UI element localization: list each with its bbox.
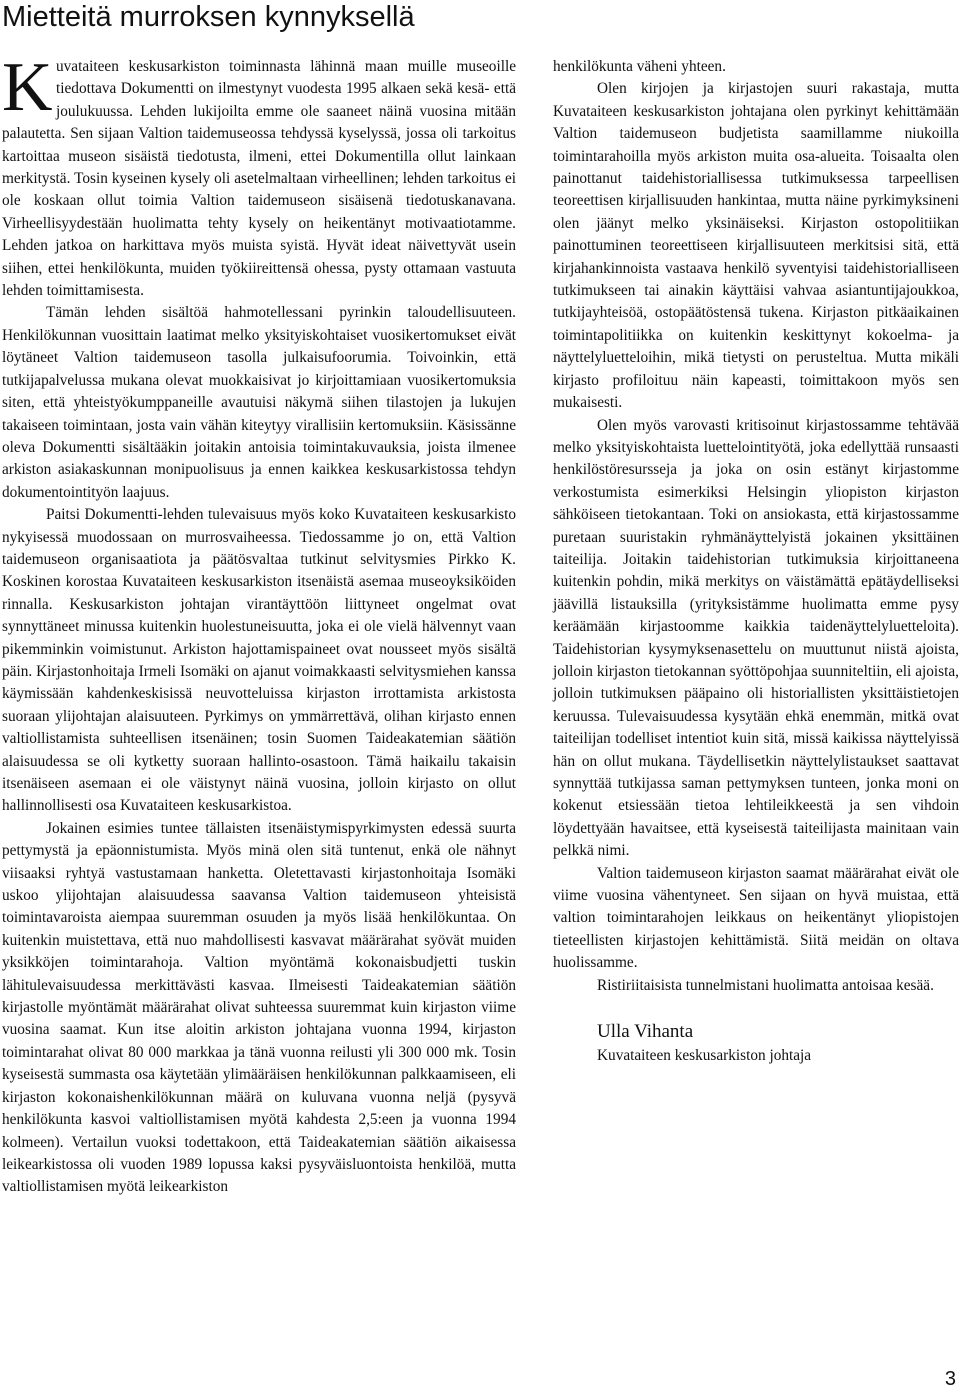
article-paragraph-6: Olen kirjojen ja kirjastojen suuri rakastaja, mutta Kuvataiteen keskusarkiston johtajana olen pyrkinyt kehittämään Valtion taidemuseon budjetista saamillamme niukoilla toimintarahoilla myös arkiston muita osa-alueita. Toisaalta olen painottanut taidehistoriallisessa tutkimuksessa tarpeellisen teoreettisen kirjallisuuden hankintaa, mutta näine pyrkimyksineni olen jäänyt melko yksinäiseksi. Kirjaston ostopolitiikan painottuminen teoreettiseen kirjallisuuteen merkitsisi sitä, että kirjahankinnoista vastaava henkilö syventyisi taidehistorialliseen tutkimukseen tai ainakin käyttäisi vahvaa asiantuntijajoukkoa, tutkijayhteisöä, ostopäätöstensä tukena. Kirjaston pitkäaikainen toimintapolitiikka on kuitenkin keskittynyt kokoelma- ja näyttelyluetteloihin, mikä tietysti on perusteltua. Mutta mikäli kirjasto profiloituu näin kapeasti, toimittakoon myös sen mukaisesti. bbox=[553, 80, 959, 412]
article-paragraph-3: Paitsi Dokumentti-lehden tulevaisuus myös koko Kuvataiteen keskusarkisto nykyisessä muodossaan on murrosvaiheessa. Tiedossamme jo on, että Valtion taidemuseon organisaatiota ja päätösvaltaa tutkinut selvitysmies Pirkko K. Koskinen korostaa Kuvataiteen keskusarkiston itsenäistä asemaa museoyksiköiden rinnalla. Keskusarkiston johtajan virantäyttöön liittyneet ongelmat ovat synnyttäneet minussa kuitenkin huolestuneisuutta, joka ei ole vielä hälvennyt vaan pikemminkin voimistunut. Arkiston hajottamispaineet ovat nousseet myös sisältä päin. Kirjastonhoitaja Irmeli Isomäki on ajanut voimakkaasti selvitysmiehen kanssa käymissään kahdenkeskisissä neuvotteluissa kirjaston irrottamista arkistosta suoraan ylijohtajan alaisuuteen. Pyrkimys on ymmärrettävä, olihan kirjasto ennen valtiollistamista suhteellisen itsenäinen; tosin Suomen Taideakatemian säätiön alaisuudessa se oli kytketty suoraan hallinto-osastoon. Tämä haikailu takaisin itsenäiseen asemaan ei ole väistynyt näinä vuosina, jolloin kirjasto on ollut hallinnollisesti osa Kuvataiteen keskusarkistoa. bbox=[2, 506, 516, 815]
drop-cap: K bbox=[2, 49, 53, 126]
article-paragraph-2: Tämän lehden sisältöä hahmotellessani pyrinkin taloudellisuuteen. Henkilökunnan vuosittain laatimat melko yksityiskohtaiset vuosikertomukset eivät löytäneet Valtion taidemuseon tasolla julkaisufoorumia. Toivoinkin, että tutkijapalvelussa mukana olevat muokkaisivat jo kirjoittamiaan vuosikertomuksia siten, että yhteistyökumppaneille avautuisi näkymä siihen tilastojen ja lukujen takaiseen toimintaan, josta vain vähän kiteytyy virallisiin kertomuksiin. Käsissänne oleva Dokumentti sisältääkin joitakin antoisia toimintakuvauksia, joista ilmenee arkiston asiakaskunnan monipuolisuus ja ennen kaikkea keskusarkistossa tehdyn dokumentointityön laajuus. bbox=[2, 304, 516, 501]
page-number: 3 bbox=[944, 1368, 956, 1390]
closing-greeting: Ristiriitaisista tunnelmistani huolimatta antoisaa kesää. bbox=[597, 976, 934, 994]
article-paragraph-1 bbox=[2, 49, 516, 302]
article-paragraph-7: Olen myös varovasti kritisoinut kirjastossamme tehtävää melko yksityiskohtaista luettelointityötä, joka edellyttää runsaasti henkilöstöresursseja ja joka on osin estänyt kirjastomme verkostumista esimerkiksi Helsingin yliopiston kirjaston sähköiseen tietokantaan. Toki on ansiokasta, että kirjastossamme puretaan suuristakin ryhmänäyttelyistä jokainen yksittäinen taiteilija. Joitakin taidehistorian tutkimuksia kirjoittaneena kuitenkin pohdin, mikä merkitys on väistämättä epätäydelliseksi jäävillä listauksilla (yrityksistämme huolimatta emme pysy keräämään kirjastoomme kaikkia taidenäyttelyluetteloita). Taidehistorian kysymyksenasettelu on muuttunut niistä ajoista, jolloin kirjaston tietokannan syöttöpohjaa suunniteltiin, eli ajoista, jolloin tutkimuksen pääpaino oli historiallisten yksittäistietojen keruussa. Tulevaisuudessa kysytään ehkä enemmän, mitkä ovat taiteilijan todelliset intentiot kuin sitä, missä kaikissa näyttelyissä hän on ollut mukana. Täydellisetkin näyttelylistaukset saattavat synnyttää tutkijassa saman pettymyksen tunteen, jonka moni on kokenut etsiessään tietoa lehtileikkeestä ja sen vihdoin löydettyään havaitsee, että kyseisestä taiteilijasta mainitaan vain pelkkä nimi. bbox=[553, 416, 959, 860]
page-title: Mietteitä murroksen kynnyksellä bbox=[2, 1, 415, 33]
article-paragraph-5: henkilökunta väheni yhteen. bbox=[553, 58, 726, 75]
signature-title: Kuvataiteen keskusarkiston johtaja bbox=[597, 1047, 812, 1065]
article-left-column bbox=[2, 49, 516, 1199]
article-paragraph-1-text: uvataiteen keskusarkiston toiminnasta lähinnä maan muille museoille tiedottava Dokumentti on ilmestynyt vuodesta 1995 alkaen sekä kesä- että joulukuussa. Lehden lukijoilta emme ole saaneet näinä vuosina mitään palautetta. Sen sijaan Valtion taidemuseossa tehdyssä kyselyssä, jossa oli tarkoitus kartoittaa museon sisäistä tiedotusta, ilmeni, ettei Dokumentilla ollut lainkaan merkitystä. Tosin kyseinen kysely oli asetelmaltaan virheellinen; lehden tarkoitus ei ole koskaan ollut toimia Valtion taidemuseon sisäisenä tiedotuskanavana. Virheellisyydestään huolimatta tehty kysely on heikentänyt motivaatiotamme. Lehden jatkoa on harkittava myös muista syistä. Hyvät ideat näivettyvät usein siihen, ettei henkilökunta, muiden työkiireittensä ohessa, pysty ottamaan vastuuta lehden toimittamisesta. bbox=[2, 58, 516, 300]
article-paragraph-8: Valtion taidemuseon kirjaston saamat määrärahat eivät ole viime vuosina vähentyneet. Sen sijaan on hyvä muistaa, että valtion toimintarahojen leikkaus on heikentänyt yliopistojen tieteellisten kirjastojen kehittämistä. Siitä meidän on oltava huolissamme. bbox=[553, 864, 959, 972]
signature-name: Ulla Vihanta bbox=[597, 1021, 694, 1043]
article-right-column bbox=[553, 56, 959, 1067]
article-paragraph-4: Jokainen esimies tuntee tällaisten itsenäistymispyrkimysten edessä suurta pettymystä ja epäonnistumista. Myös minä olen sitä tuntenut, enkä ole nähnyt viisaaksi ryhtyä vastustamaan hanketta. Oletettavasti kirjastonhoitaja Isomäki uskoo ylijohtajan alaisuudessa saavansa Valtion taidemuseon yhteisistä toimintavaroista aiempaa suuremman osuuden ja myös lisää henkilökuntaa. On kuitenkin muistettava, että nuo mahdollisesti kasvavat määrärahat syövät muiden yksikköjen toimintarahoja. Valtion myöntämä kokonaisbudjetti tuskin lähitulevaisuudessa merkittävästi kasvaa. Ilmeisesti Taideakatemian säätiön kirjastolle myöntämät määrärahat olivat suhteessa suuremmat kuin kirjaston viime vuosina saamat. Kun itse aloitin arkiston johtajana vuonna 1994, kirjaston toimintarahat olivat 80 000 markkaa ja tänä vuonna reilusti yli 300 000 mk. Tosin kyseisestä summasta osa käytetään ylimääräisen henkilökunnan palkkaamiseen, eli kirjaston kokonaishenkilökunnan määrä on kuluvana vuonna neljä (pysyvä henkilökunta kasvoi valtiollistamisen myötä kahdesta 2,5:een ja vuonna 1994 kolmeen). Vertailun vuoksi todettakoon, että Taideakatemian säätiön aikaisessa leikearkistossa oli vuoden 1989 lopussa kaksi pysyväisluontoista henkilöä, mutta valtiollistamisen myötä leikearkiston bbox=[2, 819, 516, 1196]
